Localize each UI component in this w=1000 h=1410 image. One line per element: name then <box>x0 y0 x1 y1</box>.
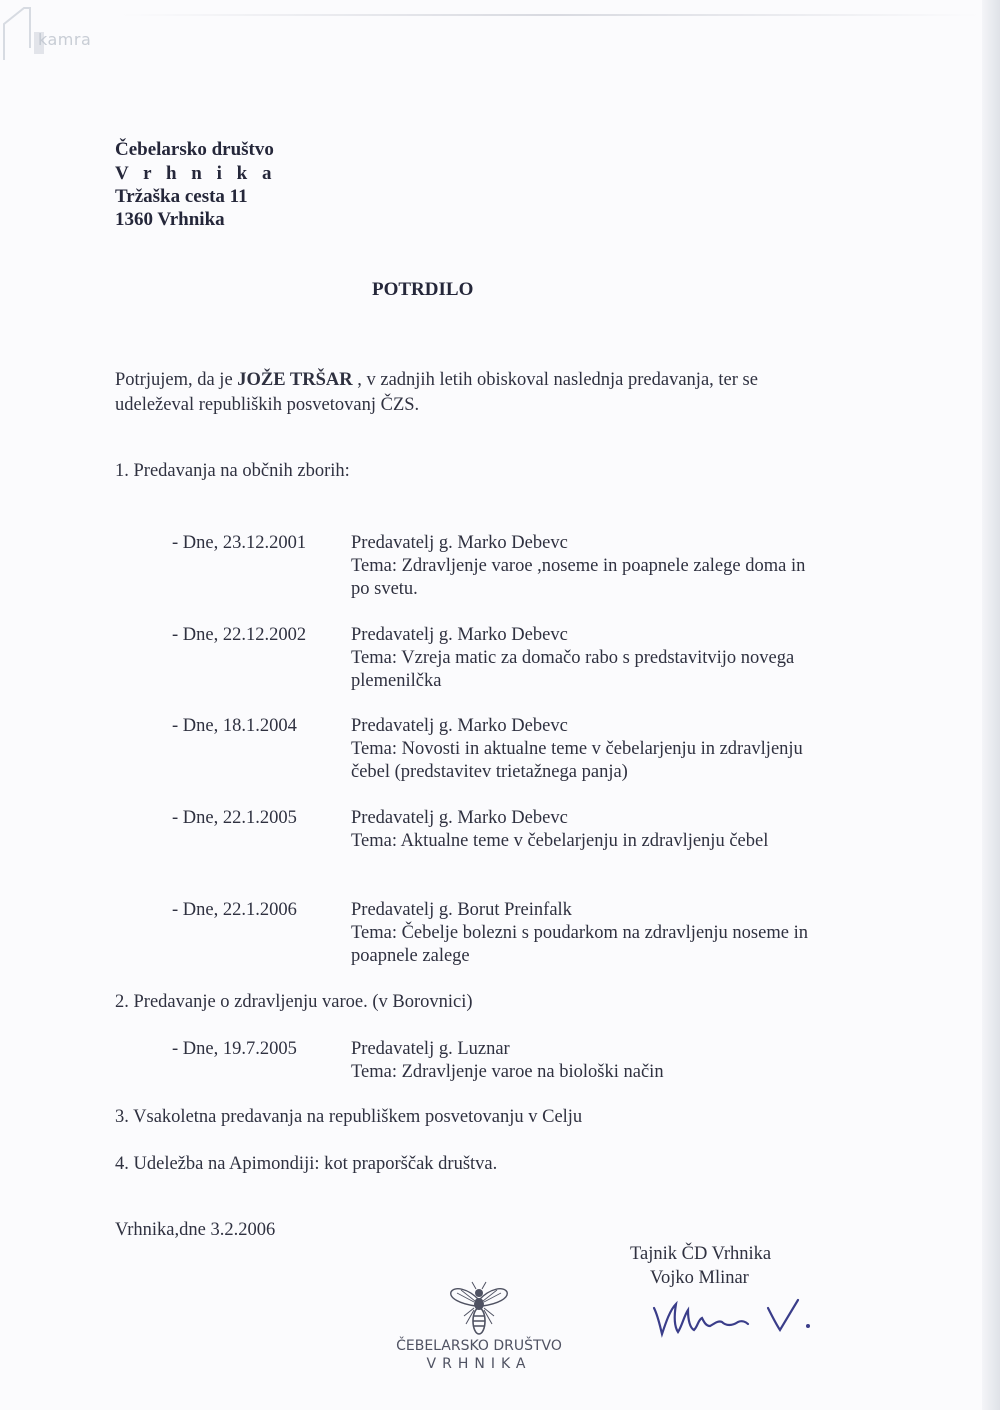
stamp-line-1: ČEBELARSKO DRUŠTVO <box>396 1338 562 1354</box>
watermark <box>0 2 120 62</box>
signature <box>648 1286 818 1346</box>
intro-after: , v zadnjih letih obiskoval naslednja predavanja, ter se <box>352 370 758 390</box>
intro-line-2: udeleževal republiških posvetovanj ČZS. <box>115 395 420 415</box>
section-3-heading: 3. Vsakoletna predavanja na republiškem posvetovanju v Celju <box>115 1107 583 1127</box>
signatory-role: Tajnik ČD Vrhnika <box>630 1244 772 1264</box>
sender-name: Čebelarsko društvo <box>115 139 274 160</box>
entry-topic: Tema: Zdravljenje varoe ,noseme in poapnele zalege doma in <box>351 556 806 576</box>
sender-street: Tržaška cesta 11 <box>115 186 248 207</box>
intro-before: Potrjujem, da je <box>115 370 238 390</box>
page-edge-shadow <box>982 0 1000 1410</box>
section-1-heading: 1. Predavanja na občnih zborih: <box>115 461 350 481</box>
entry-date: - Dne, 19.7.2005 <box>172 1039 297 1059</box>
entry-topic-cont: poapnele zalege <box>351 946 470 966</box>
stamp-line-2: VRHNIKA <box>426 1356 532 1372</box>
sender-postcode: 1360 Vrhnika <box>115 209 225 230</box>
entry-topic-cont: čebel (predstavitev trietažnega panja) <box>351 762 628 782</box>
entry-lecturer: Predavatelj g. Marko Debevc <box>351 716 568 736</box>
bee-icon <box>448 1280 510 1338</box>
entry-date: - Dne, 22.12.2002 <box>172 625 307 645</box>
section-4-heading: 4. Udeležba na Apimondiji: kot praporščak društva. <box>115 1154 498 1174</box>
entry-lecturer: Predavatelj g. Borut Preinfalk <box>351 900 572 920</box>
entry-topic-cont: plemenilčka <box>351 671 442 691</box>
entry-lecturer: Predavatelj g. Marko Debevc <box>351 808 568 828</box>
person-name: JOŽE TRŠAR <box>237 370 353 390</box>
watermark-text: kamra <box>38 30 92 49</box>
signature-scribble-icon <box>648 1286 818 1346</box>
sender-city-spaced: V r h n i k a <box>115 163 277 184</box>
society-stamp <box>384 1280 574 1390</box>
entry-topic: Tema: Vzreja matic za domačo rabo s predstavitvijo novega <box>351 648 795 668</box>
place-date: Vrhnika,dne 3.2.2006 <box>115 1220 276 1240</box>
intro-line-1 <box>115 370 758 391</box>
entry-topic: Tema: Zdravljenje varoe na biološki način <box>351 1062 664 1082</box>
entry-date: - Dne, 18.1.2004 <box>172 716 297 736</box>
entry-topic-cont: po svetu. <box>351 579 418 599</box>
entry-date: - Dne, 23.12.2001 <box>172 533 307 553</box>
entry-lecturer: Predavatelj g. Luznar <box>351 1039 510 1059</box>
page-top-edge <box>120 14 980 16</box>
entry-topic: Tema: Čebelje bolezni s poudarkom na zdravljenju noseme in <box>351 923 808 943</box>
entry-date: - Dne, 22.1.2006 <box>172 900 297 920</box>
entry-topic: Tema: Aktualne teme v čebelarjenju in zdravljenju čebel <box>351 831 769 851</box>
entry-lecturer: Predavatelj g. Marko Debevc <box>351 625 568 645</box>
entry-topic: Tema: Novosti in aktualne teme v čebelarjenju in zdravljenju <box>351 739 803 759</box>
signatory-name: Vojko Mlinar <box>650 1268 749 1288</box>
entry-date: - Dne, 22.1.2005 <box>172 808 297 828</box>
section-2-heading: 2. Predavanje o zdravljenju varoe. (v Borovnici) <box>115 992 473 1012</box>
entry-lecturer: Predavatelj g. Marko Debevc <box>351 533 568 553</box>
document-title: POTRDILO <box>372 279 474 300</box>
